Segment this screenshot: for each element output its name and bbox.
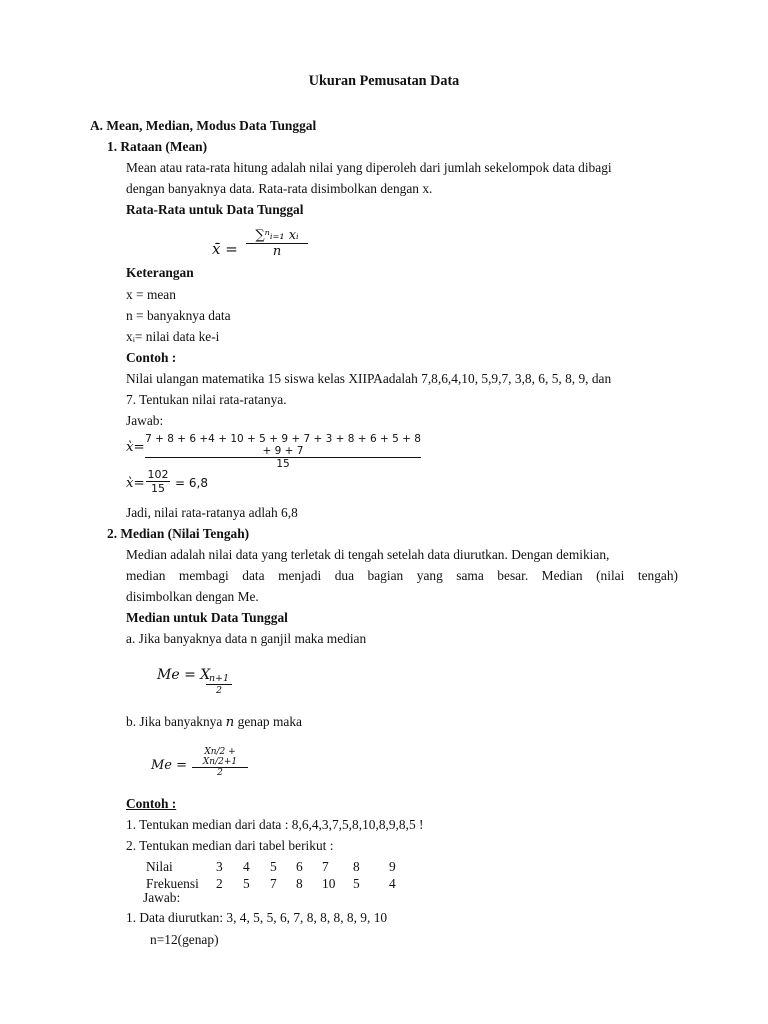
mean-example-line1: Nilai ulangan matematika 15 siswa kelas XIIPAadalah 7,8,6,4,10, 5,9,7, 3,8, 6, 5, 8, 9, dan	[126, 371, 612, 386]
median-answer-label: Jawab:	[143, 890, 181, 905]
keterangan-item-1: x = mean	[126, 287, 176, 302]
median-case-b-var: n	[225, 715, 235, 730]
median-answer-1: 1. Data diurutkan: 3, 4, 5, 5, 6, 7, 8, 8, 8, 8, 9, 10	[126, 910, 388, 925]
calc1-fraction	[145, 433, 421, 470]
median-heading: 2. Median (Nilai Tengah)	[107, 526, 250, 541]
median-formula-a-lhs: Me = X	[157, 667, 211, 683]
median-paragraph-line3: disimbolkan dengan Me.	[126, 589, 259, 604]
median-case-b	[126, 714, 302, 731]
table-cell: 5	[243, 876, 250, 891]
calc2-lhs: x̀=	[126, 476, 145, 491]
median-formula-b-denominator: 2	[192, 767, 248, 778]
mean-answer-label: Jawab:	[126, 413, 164, 428]
table-cell: 6	[296, 859, 303, 874]
median-formula-a-sub-numerator: n+1	[208, 673, 230, 684]
mean-formula-fraction	[246, 228, 308, 259]
mean-example-heading: Contoh :	[126, 350, 177, 365]
median-formula-b-lhs: Me =	[151, 758, 188, 773]
keterangan-item-3: xᵢ= nilai data ke-i	[126, 329, 220, 344]
table-cell: 4	[389, 876, 396, 891]
calc2-numerator: 102	[147, 468, 169, 481]
table-cell: 5	[270, 859, 277, 874]
mean-paragraph-line2: dengan banyaknya data. Rata-rata disimbolkan dengan x.	[126, 181, 433, 196]
median-formula-b-fraction	[192, 747, 248, 778]
table-cell: 4	[243, 859, 250, 874]
median-formula-a-sub-denominator: 2	[206, 684, 232, 696]
table-row1-label: Nilai	[146, 859, 173, 874]
median-case-a: a. Jika banyaknya data n ganjil maka median	[126, 631, 367, 646]
median-example-item-1: 1. Tentukan median dari data : 8,6,4,3,7,5,8,10,8,9,8,5 !	[126, 817, 424, 832]
median-paragraph-line2: median membagi data menjadi dua bagian yang sama besar. Median (nilai tengah)	[126, 568, 678, 583]
median-case-b-suffix: genap maka	[234, 714, 302, 729]
keterangan-heading: Keterangan	[126, 265, 194, 280]
calc1-numerator: 7 + 8 + 6 +4 + 10 + 5 + 9 + 7 + 3 + 8 + 6 + 5 + 8 + 9 + 7	[145, 433, 421, 457]
mean-subheading: Rata-Rata untuk Data Tunggal	[126, 202, 304, 217]
mean-heading: 1. Rataan (Mean)	[107, 139, 208, 154]
calc2-result: = 6,8	[175, 476, 208, 490]
table-cell: 7	[270, 876, 277, 891]
mean-conclusion: Jadi, nilai rata-ratanya adlah 6,8	[126, 505, 298, 520]
median-example-heading: Contoh :	[126, 796, 177, 811]
median-example-item-2: 2. Tentukan median dari tabel berikut :	[126, 838, 334, 853]
median-paragraph-line1: Median adalah nilai data yang terletak di tengah setelah data diurutkan. Dengan demikian,	[126, 547, 610, 562]
median-case-b-prefix: b. Jika banyaknya	[126, 714, 226, 729]
table-cell: 8	[353, 859, 360, 874]
mean-paragraph-line1: Mean atau rata-rata hitung adalah nilai yang diperoleh dari jumlah sekelompok data dibagi	[126, 160, 612, 175]
calc2-denominator: 15	[146, 481, 170, 495]
table-row2-label: Frekuensi	[146, 876, 199, 891]
median-formula-b-numerator: Xn/2 + Xn/2+1	[202, 747, 238, 767]
median-subheading: Median untuk Data Tunggal	[126, 610, 288, 625]
table-cell: 10	[322, 876, 336, 891]
table-cell: 7	[322, 859, 329, 874]
calc1-denominator: 15	[145, 457, 421, 470]
calc1-lhs: x̀=	[126, 440, 145, 455]
table-cell: 8	[296, 876, 303, 891]
median-formula-a-subscript	[206, 673, 232, 696]
table-cell: 5	[353, 876, 360, 891]
mean-formula-lhs: x̄ =	[212, 240, 238, 258]
table-cell: 2	[216, 876, 223, 891]
mean-formula-numerator: ∑ⁿᵢ₌₁ xᵢ	[255, 228, 299, 243]
mean-formula-denominator: n	[246, 243, 308, 259]
median-answer-2: n=12(genap)	[150, 932, 219, 947]
section-a-heading: A. Mean, Median, Modus Data Tunggal	[90, 118, 317, 133]
page-title: Ukuran Pemusatan Data	[308, 73, 460, 89]
keterangan-item-2: n = banyaknya data	[126, 308, 231, 323]
mean-example-line2: 7. Tentukan nilai rata-ratanya.	[126, 392, 287, 407]
table-cell: 9	[389, 859, 396, 874]
table-cell: 3	[216, 859, 223, 874]
calc2-fraction	[146, 468, 170, 495]
